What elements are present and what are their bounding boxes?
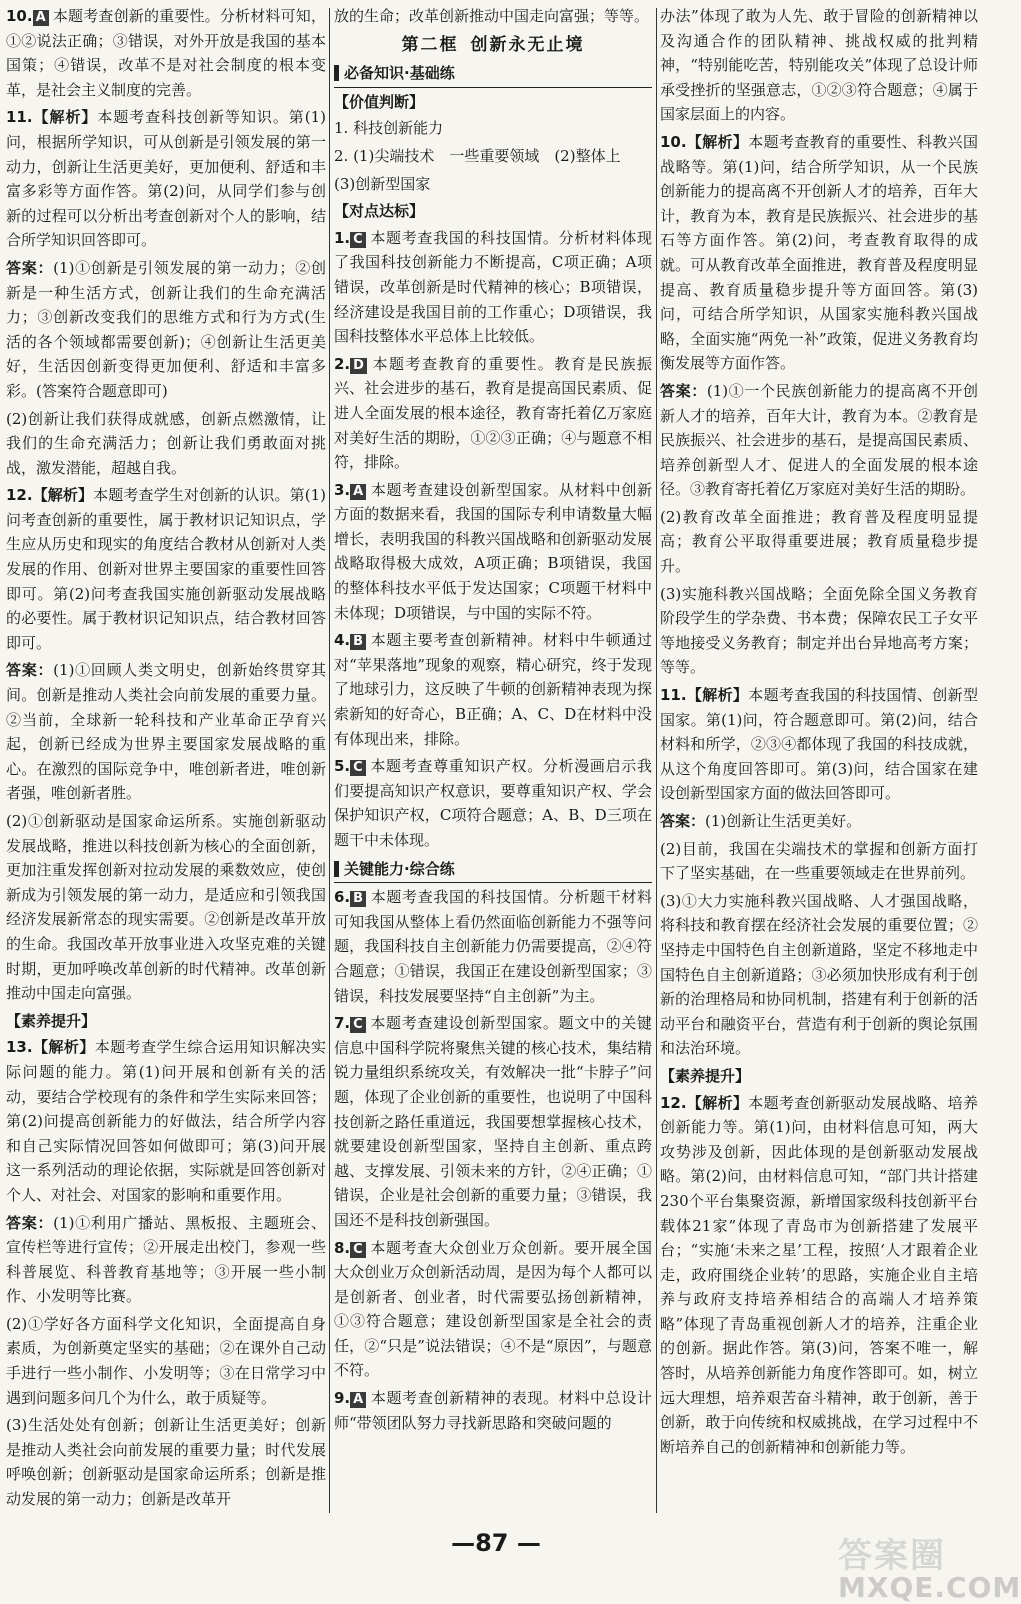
column-left	[6, 4, 326, 1524]
answer-badge: C	[350, 232, 366, 248]
answer-item-11: 11.【解析】本题考查我国的科技国情、创新型国家。第(1)问，符合题意即可。第(2)问，结合材料和所学，②③④都体现了我国的科技成就，从这个角度回答即可。第(3)问，结合国家在建设创新型国家方面的做法回答即可。	[660, 686, 978, 803]
answer-text: 答案：(1)①创新是引领发展的第一动力；②创新是一种生活方式，创新让我们的生命充满活力；③创新改变我们的思维方式和行为方式(生活的各个领域都需要创新)；④创新让生活更美好，生活因创新变得更加便利、舒适和丰富多彩。(答案符合题意即可)	[6, 258, 326, 400]
value-judgment-line: 1. 科技创新能力	[334, 119, 444, 138]
answer-badge: B	[350, 891, 366, 907]
watermark-logo	[838, 1528, 1021, 1604]
answer-text: (2)①创新驱动是国家命运所系。实施创新驱动发展战略，推进以科技创新为核心的全面创新，更加注重发挥创新对拉动发展的乘数效应，使创新成为引领发展的第一动力，是适应和引领我国经济发展新常态的现实需要。②创新是改革开放的生命。我国改革开放事业进入攻坚克难的关键时期，更加呼唤改革创新的时代精神。改革创新推动中国走向富强。	[6, 812, 326, 1003]
answer-item-12: 12.【解析】本题考查创新驱动发展战略、培养创新能力等。第(1)问，由材料信息可知，两大攻势涉及创新，因此体现的是创新驱动发展战略。第(2)问，由材料信息可知，“部门共计搭建230个平台集聚资源，新增国家级科技创新平台载体21家”体现了青岛市为创新搭建了发展平台；“实施‘未来之星’工程，按照‘人才跟着企业走，政府围绕企业转’的思路，实施企业自主培养与政府支持培养相结合的高端人才培养策略”体现了青岛重视创新人才的培养，注重企业的创新。据此作答。第(3)问，答案不唯一，解答时，从培养创新能力角度作答即可。如，树立远大理想，培养艰苦奋斗精神，敢于创新，善于创新，敢于向传统和权威挑战，在学习过程中不断培养自己的创新精神和创新能力等。	[660, 1093, 978, 1456]
answer-item-6: 6. B 本题考查我国的科技国情。分析题干材料可知我国从整体上看仍然面临创新能力不强等问题，我国科技自主创新能力仍需要提高，②④符合题意；①错误，我国正在建设创新型国家；③错误，科技发展要坚持“自主创新”为主。	[334, 888, 652, 1005]
answer-badge: C	[350, 760, 366, 776]
section-bar: 必备知识·基础练	[334, 61, 652, 88]
section-bar: 关键能力·综合练	[334, 857, 652, 884]
answer-text: (3)实施科教兴国战略；全面免除全国义务教育阶段学生的学杂费、书本费；保障农民工子女平等地接受义务教育；制定并出台异地高考方案；等等。	[660, 584, 978, 677]
answer-text: (2)创新让我们获得成就感，创新点燃激情，让我们的生命充满活力；创新让我们勇敢面对挑战，激发潜能，超越自我。	[6, 409, 326, 477]
answer-text: (2)目前，我国在尖端技术的掌握和创新方面打下了坚实基础，在一些重要领域走在世界前列。	[660, 839, 978, 883]
answer-item-4: 4. B 本题主要考查创新精神。材料中牛顿通过对“苹果落地”现象的观察，精心研究，终于发现了地球引力，这反映了牛顿的创新精神表现为探索新知的好奇心，B正确；A、C、D在材料中没有体现出来，排除。	[334, 631, 652, 748]
column-divider	[656, 8, 657, 1513]
answer-badge: A	[33, 10, 49, 26]
answer-text: (2)①学好各方面科学文化知识，全面提高自身素质，为创新奠定坚实的基础；②在课外自己动手进行一些小制作、小发明等；③在日常学习中遇到问题多问几个为什么，敢于质疑等。	[6, 1314, 326, 1407]
continued-text: 办法”体现了敢为人先、敢于冒险的创新精神以及沟通合作的团队精神、挑战权威的批判精神，“特别能吃苦，特别能攻关”体现了总设计师承受挫折的坚强意志，①②③符合题意；④属于国家层面上的内容。	[660, 7, 978, 124]
answer-text: 答案：(1)①利用广播站、黑板报、主题班会、宣传栏等进行宣传；②开展走出校门，参观一些科普展览、科普教育基地等；③开展一些小制作、小发明等比赛。	[6, 1213, 326, 1306]
column-right	[660, 4, 978, 1524]
lesson-heading: 第二框 创新永无止境	[401, 34, 585, 55]
answer-badge: C	[350, 1017, 366, 1033]
value-judgment-line: 2. (1)尖端技术 一些重要领域 (2)整体上	[334, 146, 621, 165]
value-judgment-line: (3)创新型国家	[334, 174, 431, 193]
bar-marker	[334, 861, 339, 877]
answer-item-11: 11.【解析】本题考查科技创新等知识。第(1)问，根据所学知识，可从创新是引领发展的第一动力，创新让生活更美好，更加便利、舒适和丰富多彩等方面作答。第(2)问，从同学们参与创新的过程可以分析出考查创新对个人的影响，结合所学知识回答即可。	[6, 108, 326, 250]
section-label: 【价值判断】	[334, 92, 425, 111]
watermark-text: 答案圈	[838, 1536, 946, 1576]
watermark-url: MXQE.COM	[838, 1571, 1021, 1604]
answer-item-1: 1. C 本题考查我国的科技国情。分析材料体现了我国科技创新能力不断提高，C项正确；A项错误，改革创新是时代精神的核心；B项错误，经济建设是我国目前的工作重心；D项错误，我国科技整体水平总体上比较低。	[334, 228, 652, 346]
column-middle	[334, 4, 652, 1524]
answer-item-13: 13.【解析】本题考查学生综合运用知识解决实际问题的能力。第(1)问开展和创新有关的活动，要结合学校现有的条件和学生实际来回答；第(2)问提高创新能力的好做法，结合所学内容和自己实际情况回答如何做即可；第(3)问开展这一系列活动的理论依据，实际就是回答创新对个人、对社会、对国家的影响和重要作用。	[6, 1038, 326, 1204]
answer-text: (2)教育改革全面推进；教育普及程度明显提高；教育公平取得重要进展；教育质量稳步提升。	[660, 507, 978, 576]
bar-marker	[334, 65, 339, 81]
page-number: —87 —	[451, 1529, 541, 1557]
answer-item-8: 8. C 本题考查大众创业万众创新。要开展全国大众创业万众创新活动周，是因为每个人都可以是创新者、创业者，时代需要弘扬创新精神，①③符合题意；建设创新型国家是全社会的责任，②“只是”说法错误；④不是“原因”，与题意不符。	[334, 1238, 652, 1380]
section-label: 【对点达标】	[334, 202, 425, 221]
continued-text: 放的生命；改革创新推动中国走向富强；等等。	[334, 7, 650, 25]
section-label: 【素养提升】	[6, 1011, 97, 1030]
answer-item-10: 10. A 本题考查创新的重要性。分析材料可知，①②说法正确；③错误，对外开放是我国的基本国策；④错误，改革不是对社会制度的根本变革，是社会主义制度的完善。	[6, 7, 326, 99]
answer-text: (3)生活处处有创新；创新让生活更美好；创新是推动人类社会向前发展的重要力量；时代发展呼唤创新；创新驱动是国家命运所系；创新是推动发展的第一动力；创新是改革开	[6, 1416, 326, 1509]
answer-badge: A	[350, 1392, 366, 1408]
answer-text: 答案：(1)创新让生活更美好。	[660, 812, 862, 830]
section-label: 【素养提升】	[660, 1066, 751, 1085]
answer-text: 答案：(1)①回顾人类文明史，创新始终贯穿其间。创新是推动人类社会向前发展的重要力量。②当前，全球新一轮科技和产业革命正孕育兴起，创新已经成为世界主要国家发展战略的重心。在激烈的国际竞争中，唯创新者进，唯创新者强，唯创新者胜。	[6, 661, 326, 803]
answer-item-3: 3. A 本题考查建设创新型国家。从材料中创新方面的数据来看，我国的国际专利申请数量大幅增长，表明我国的科教兴国战略和创新驱动发展战略取得极大成效，A项正确；B项错误，我国的整体科技水平低于发达国家；C项题干材料中未体现；D项错误，与中国的实际不符。	[334, 480, 652, 622]
answer-badge: C	[350, 1242, 366, 1258]
answer-item-10: 10.【解析】本题考查教育的重要性、科教兴国战略等。第(1)问，结合所学知识，从一个民族创新能力的提高离不开创新人才的培养，百年大计，教育为本，教育是民族振兴、社会进步的基石等方面作答。第(2)问，考查教育取得的成就。可从教育改革全面推进，教育普及程度明显提高、教育质量稳步提升等方面回答。第(3)问，可结合所学知识，从国家实施科教兴国战略，全面实施“两免一补”政策，促进义务教育均衡发展等方面作答。	[660, 132, 978, 373]
answer-item-9: 9. A 本题考查创新精神的表现。材料中总设计师“带领团队努力寻找新思路和突破问题的	[334, 1389, 652, 1432]
answer-item-12: 12.【解析】本题考查学生对创新的认识。第(1)问考查创新的重要性，属于教材识记知识点，学生应从历史和现实的角度结合教材从创新对人类发展的作用、创新对世界主要国家的重要性回答即可。第(2)问考查我国实施创新驱动发展战略的必要性。属于教材识记知识点，结合教材回答即可。	[6, 486, 326, 652]
answer-badge: D	[350, 358, 367, 374]
answer-item-7: 7. C 本题考查建设创新型国家。题文中的关键信息中国科学院将聚焦关键的核心技术，集结精锐力量组织系统攻关，有效解决一批“卡脖子”问题，体现了企业创新的重要性，也说明了中国科技创新之路任重道远，我国要想掌握核心技术，就要建设创新型国家，坚持自主创新、重点跨越、支撑发展、引领未来的方针，②④正确；①错误，企业是社会创新的重要力量；③错误，我国还不是科技创新强国。	[334, 1014, 652, 1229]
answer-text: 答案：(1)①一个民族创新能力的提高离不开创新人才的培养，百年大计，教育为本。②教育是民族振兴、社会进步的基石，是提高国民素质、培养创新型人才、促进人的全面发展的根本途径。③教育寄托着亿万家庭对美好生活的期盼。	[660, 381, 978, 499]
answer-item-2: 2. D 本题考查教育的重要性。教育是民族振兴、社会进步的基石，教育是提高国民素质、促进人全面发展的根本途径，教育寄托着亿万家庭对美好生活的期盼，①②③正确；④与题意不相符，排除。	[334, 354, 652, 472]
answer-page	[6, 4, 988, 1589]
answer-text: (3)①大力实施科教兴国战略、人才强国战略，将科技和教育摆在经济社会发展的重要位置；②坚持走中国特色自主创新道路，坚定不移地走中国特色自主创新道路；③必须加快形成有利于创新的治理格局和协同机制，搭建有利于创新的活动平台和融资平台，营造有利于创新的舆论氛围和法治环境。	[660, 891, 978, 1058]
answer-badge: B	[350, 634, 366, 650]
answer-badge: A	[350, 484, 366, 500]
answer-item-5: 5. C 本题考查尊重知识产权。分析漫画启示我们要提高知识产权意识，要尊重知识产权、学会保护知识产权，C项符合题意；A、B、D三项在题干中未体现。	[334, 757, 652, 849]
column-divider	[329, 8, 330, 1513]
